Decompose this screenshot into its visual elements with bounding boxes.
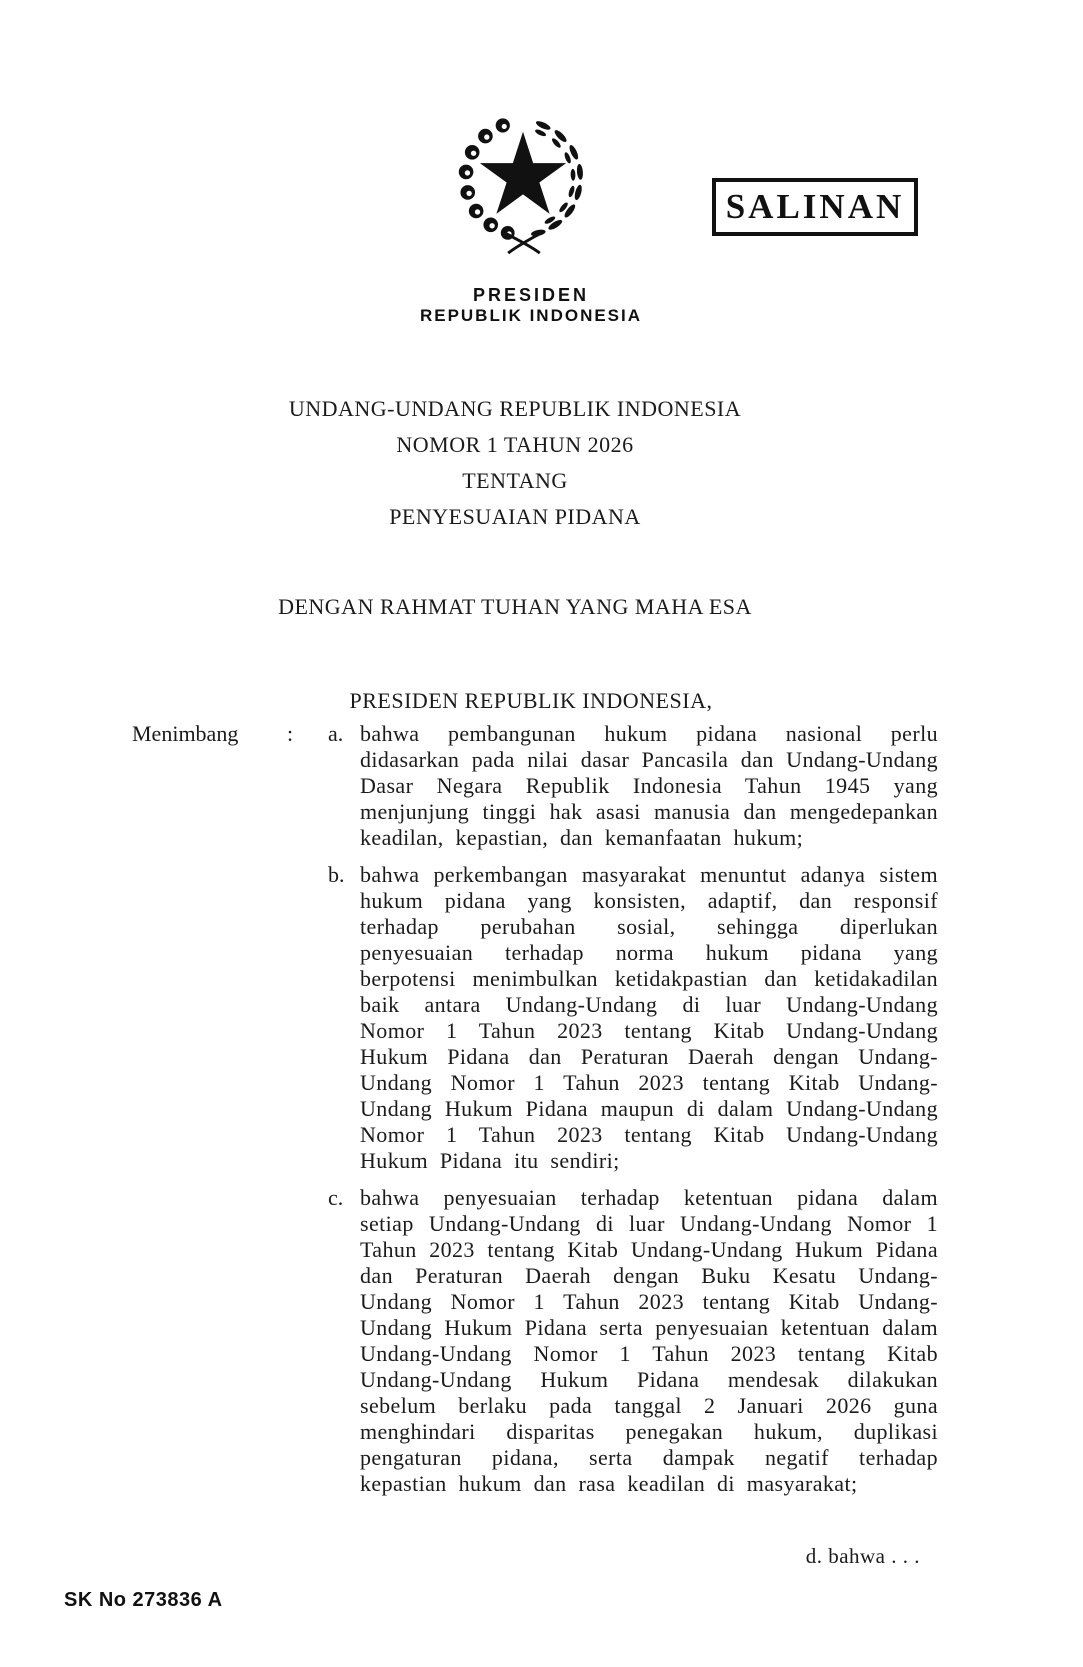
item-marker: a. bbox=[328, 721, 344, 746]
considering-label: Menimbang bbox=[132, 721, 239, 746]
title-line-2: NOMOR 1 TAHUN 2026 bbox=[396, 432, 634, 457]
wreath-stems bbox=[502, 231, 543, 253]
salutation-line: PRESIDEN REPUBLIK INDONESIA, bbox=[349, 688, 713, 713]
letterhead-line-republik-indonesia: REPUBLIK INDONESIA bbox=[419, 306, 643, 325]
salinan-stamp bbox=[712, 178, 918, 236]
invocation-line: DENGAN RAHMAT TUHAN YANG MAHA ESA bbox=[278, 594, 752, 619]
catchword: d. bahwa . . . bbox=[805, 1544, 920, 1568]
doc-control-number: SK No 273836 A bbox=[64, 1589, 223, 1611]
considering-item-c bbox=[328, 1185, 938, 1497]
item-text: bahwa pembangunan hukum pidana nasional perlu didasarkan pada nilai dasar Pancasila dan Undang-Undang Dasar Negara Republik Indonesia Tahun 1945 yang menjunjung tinggi hak asasi manusia dan mengedepankan keadilan, kepastian, dan kemanfaatan hukum; bbox=[360, 721, 938, 850]
item-marker: b. bbox=[328, 862, 345, 887]
considering-block bbox=[132, 721, 938, 1497]
considering-items bbox=[328, 721, 938, 1497]
considering-item-a bbox=[328, 721, 938, 851]
considering-colon: : bbox=[287, 721, 294, 746]
letterhead-line-presiden: PRESIDEN bbox=[472, 285, 590, 305]
item-marker: c. bbox=[328, 1185, 344, 1210]
document-title bbox=[0, 391, 1030, 535]
title-line-3: TENTANG bbox=[462, 468, 568, 493]
letterhead-agency bbox=[0, 284, 1062, 326]
title-line-4: PENYESUAIAN PIDANA bbox=[389, 504, 641, 529]
salinan-stamp-label: SALINAN bbox=[725, 187, 905, 226]
considering-item-b bbox=[328, 862, 938, 1174]
item-text: bahwa perkembangan masyarakat menuntut adanya sistem hukum pidana yang konsisten, adaptif, dan responsif terhadap perubahan sosial, sehingga diperlukan penyesuaian terhadap norma hukum pidana yang berpotensi menimbulkan ketidakpastian dan ketidakadilan baik antara Undang-Undang di luar Undang-Undang Nomor 1 Tahun 2023 tentang Kitab Undang-Undang Hukum Pidana dan Peraturan Daerah dengan Undang-Undang Nomor 1 Tahun 2023 tentang Kitab Undang-Undang Hukum Pidana maupun di dalam Undang-Undang Nomor 1 Tahun 2023 tentang Kitab Undang-Undang Hukum Pidana itu sendiri; bbox=[360, 862, 938, 1173]
item-text: bahwa penyesuaian terhadap ketentuan pidana dalam setiap Undang-Undang di luar Undang-Undang Nomor 1 Tahun 2023 tentang Kitab Undang-Undang Hukum Pidana dan Peraturan Daerah dengan Buku Kesatu Undang-Undang Nomor 1 Tahun 2023 tentang Kitab Undang-Undang Hukum Pidana serta penyesuaian ketentuan dalam Undang-Undang Nomor 1 Tahun 2023 tentang Kitab Undang-Undang Hukum Pidana mendesak dilakukan sebelum berlaku pada tanggal 2 Januari 2026 guna menghindari disparitas penegakan hukum, duplikasi pengaturan pidana, serta dampak negatif terhadap kepastian hukum dan rasa keadilan di masyarakat; bbox=[360, 1185, 938, 1496]
presidential-seal-icon bbox=[449, 114, 597, 262]
title-line-1: UNDANG-UNDANG REPUBLIK INDONESIA bbox=[288, 396, 742, 421]
